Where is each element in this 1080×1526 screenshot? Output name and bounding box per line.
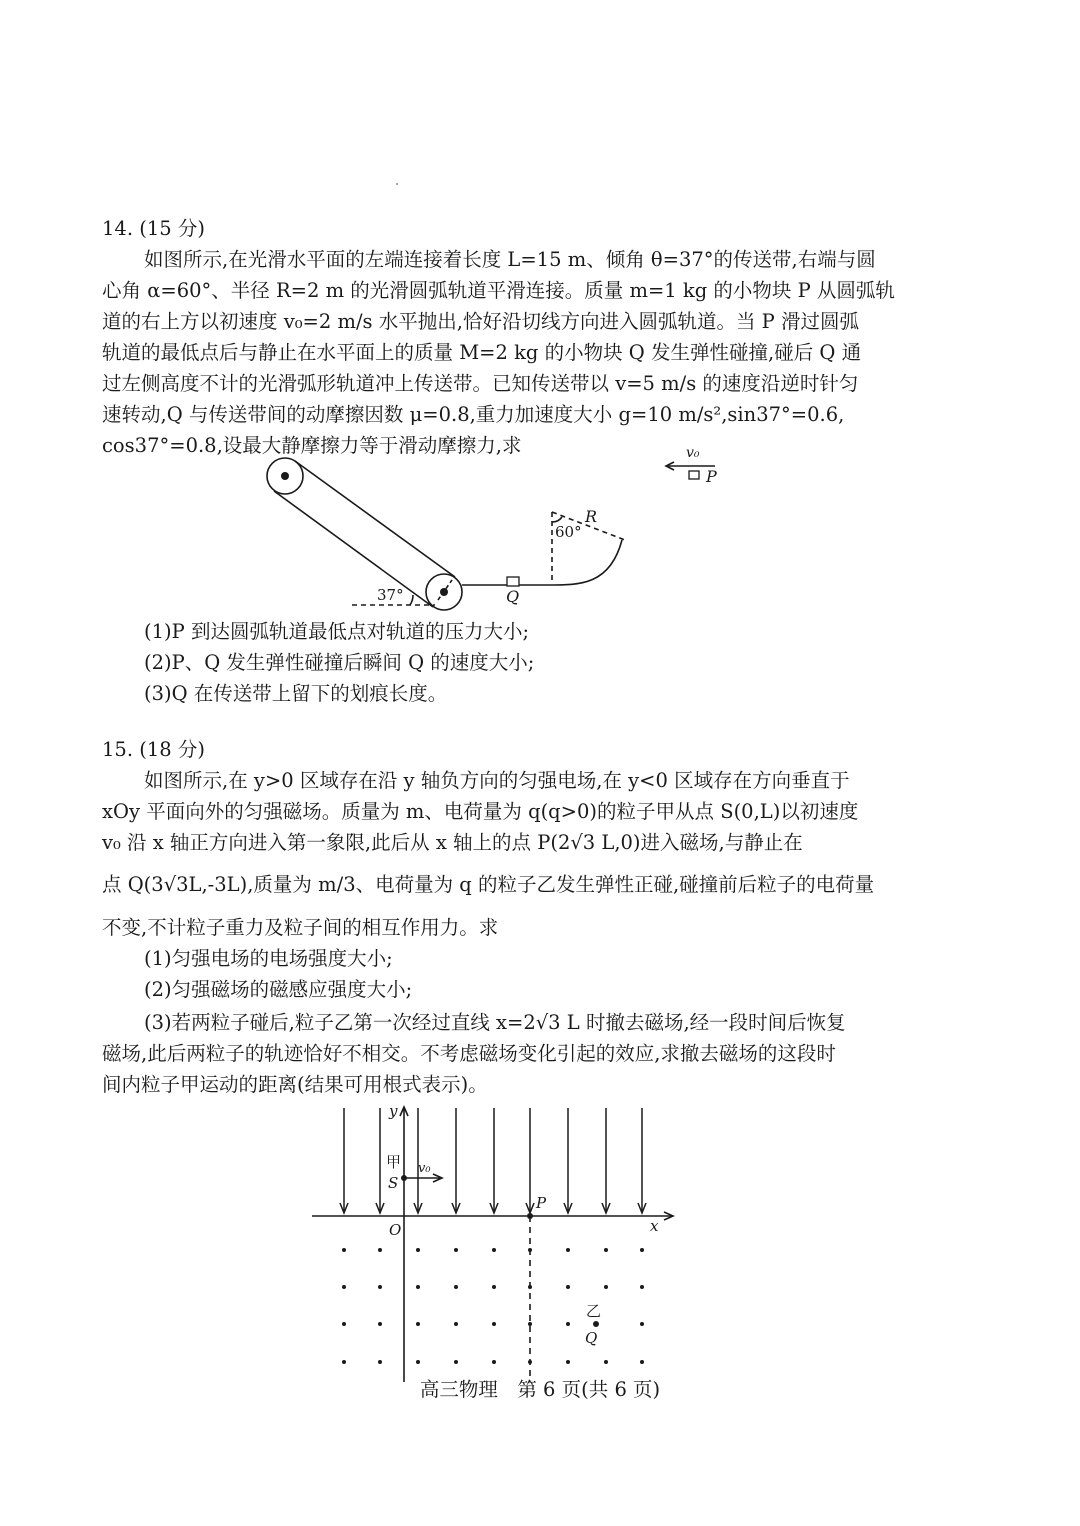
b-field-dot bbox=[454, 1360, 458, 1364]
q14-line-1: 如图所示,在光滑水平面的左端连接着长度 L=15 m、倾角 θ=37°的传送带,右端与圆 bbox=[144, 248, 876, 271]
b-field-dot bbox=[640, 1322, 644, 1326]
label-O: O bbox=[389, 1221, 402, 1239]
b-field-dot bbox=[416, 1322, 420, 1326]
b-field-dot bbox=[454, 1248, 458, 1252]
q15-question-2: (2)匀强磁场的磁感应强度大小; bbox=[144, 978, 413, 1001]
q14-line-4: 轨道的最低点后与静止在水平面上的质量 M=2 kg 的小物块 Q 发生弹性碰撞,碰后 Q 通 bbox=[102, 341, 862, 364]
block-P bbox=[689, 471, 699, 479]
label-v0: v₀ bbox=[686, 445, 700, 461]
q14-question-2: (2)P、Q 发生弹性碰撞后瞬间 Q 的速度大小; bbox=[144, 651, 535, 674]
q14-line-2: 心角 α=60°、半径 R=2 m 的光滑圆弧轨道平滑连接。质量 m=1 kg 的小物块 P 从圆弧轨 bbox=[102, 279, 895, 302]
b-field-dot bbox=[492, 1322, 496, 1326]
q15-header: 15. (18 分) bbox=[102, 738, 205, 761]
b-field-dot bbox=[454, 1322, 458, 1326]
b-field-dot bbox=[604, 1360, 608, 1364]
label-x: x bbox=[650, 1217, 659, 1235]
b-field-dot bbox=[528, 1248, 532, 1252]
b-field-dot bbox=[342, 1285, 346, 1289]
b-field-dot bbox=[566, 1360, 570, 1364]
q15-question-3-line-3: 间内粒子甲运动的距离(结果可用根式表示)。 bbox=[102, 1073, 488, 1096]
b-field-dot bbox=[492, 1285, 496, 1289]
point-S bbox=[401, 1175, 407, 1181]
b-field-dot bbox=[416, 1285, 420, 1289]
point-P bbox=[527, 1213, 533, 1219]
label-jia: 甲 bbox=[386, 1153, 402, 1171]
q14-line-6: 速转动,Q 与传送带间的动摩擦因数 μ=0.8,重力加速度大小 g=10 m/s²,sin37°=0.6, bbox=[102, 403, 845, 426]
label-Q: Q bbox=[585, 1329, 598, 1347]
q15-question-1: (1)匀强电场的电场强度大小; bbox=[144, 947, 393, 970]
b-field-dot bbox=[378, 1360, 382, 1364]
b-field-dot bbox=[378, 1285, 382, 1289]
b-field-dot bbox=[640, 1360, 644, 1364]
b-field-dot bbox=[566, 1248, 570, 1252]
b-field-dot bbox=[604, 1285, 608, 1289]
q15-line-1: 如图所示,在 y>0 区域存在沿 y 轴负方向的匀强电场,在 y<0 区域存在方向垂直于 bbox=[144, 769, 850, 792]
b-field-dot bbox=[378, 1322, 382, 1326]
b-field-dot bbox=[640, 1248, 644, 1252]
b-field-dot bbox=[528, 1322, 532, 1326]
label-P: P bbox=[706, 467, 717, 486]
q14-question-1: (1)P 到达圆弧轨道最低点对轨道的压力大小; bbox=[144, 620, 530, 643]
b-field-dot bbox=[566, 1285, 570, 1289]
b-field-dot bbox=[492, 1248, 496, 1252]
b-field-dot bbox=[566, 1322, 570, 1326]
q15-question-3-line-2: 磁场,此后两粒子的轨迹恰好不相交。不考虑磁场变化引起的效应,求撤去磁场的这段时 bbox=[102, 1042, 836, 1065]
point-Q bbox=[593, 1321, 599, 1327]
speck bbox=[396, 183, 398, 185]
q14-question-3: (3)Q 在传送带上留下的划痕长度。 bbox=[144, 682, 448, 705]
label-S: S bbox=[388, 1174, 399, 1192]
q14-line-3: 道的右上方以初速度 v₀=2 m/s 水平抛出,恰好沿切线方向进入圆弧轨道。当 P 滑过圆弧 bbox=[102, 310, 859, 333]
block-Q bbox=[507, 577, 519, 586]
b-field-dot bbox=[640, 1285, 644, 1289]
b-field-dot bbox=[416, 1248, 420, 1252]
b-field-dot bbox=[342, 1248, 346, 1252]
label-y: y bbox=[389, 1102, 398, 1120]
b-field-dot bbox=[454, 1285, 458, 1289]
label-P: P bbox=[536, 1194, 547, 1212]
q14-line-7: cos37°=0.8,设最大静摩擦力等于滑动摩擦力,求 bbox=[102, 434, 522, 457]
q15-line-2: xOy 平面向外的匀强磁场。质量为 m、电荷量为 q(q>0)的粒子甲从点 S(0,L)以初速度 bbox=[102, 800, 859, 823]
angle-37-arc bbox=[410, 595, 413, 605]
b-field-dot bbox=[528, 1360, 532, 1364]
b-field-dot bbox=[342, 1360, 346, 1364]
label-60: 60° bbox=[555, 523, 582, 541]
page-footer: 高三物理 第 6 页(共 6 页) bbox=[419, 1378, 661, 1401]
b-field-dot bbox=[416, 1360, 420, 1364]
b-field-dot bbox=[604, 1248, 608, 1252]
bottom-pulley-axle bbox=[440, 588, 448, 596]
q15-line-4: 点 Q(3√3L,-3L),质量为 m/3、电荷量为 q 的粒子乙发生弹性正碰,碰撞前后粒子的电荷量 bbox=[102, 873, 875, 896]
b-field-dot bbox=[492, 1360, 496, 1364]
q14-line-5: 过左侧高度不计的光滑弧形轨道冲上传送带。已知传送带以 v=5 m/s 的速度沿逆时针匀 bbox=[102, 372, 859, 395]
b-field-dot bbox=[528, 1285, 532, 1289]
top-pulley-axle bbox=[281, 472, 289, 480]
label-R: R bbox=[585, 507, 598, 526]
q15-figure bbox=[300, 1100, 690, 1390]
b-field-dot bbox=[342, 1322, 346, 1326]
q15-line-5: 不变,不计粒子重力及粒子间的相互作用力。求 bbox=[102, 916, 499, 939]
label-Q: Q bbox=[506, 587, 520, 606]
q14-figure bbox=[250, 440, 750, 615]
belt-upper bbox=[295, 461, 455, 577]
angle-60-arc bbox=[552, 517, 562, 522]
label-37: 37° bbox=[377, 586, 404, 604]
b-field-dot bbox=[378, 1248, 382, 1252]
label-v0: v₀ bbox=[418, 1161, 431, 1176]
q15-question-3-line-1: (3)若两粒子碰后,粒子乙第一次经过直线 x=2√3 L 时撤去磁场,经一段时间后恢复 bbox=[144, 1011, 846, 1034]
q15-line-3: v₀ 沿 x 轴正方向进入第一象限,此后从 x 轴上的点 P(2√3 L,0)进入磁场,与静止在 bbox=[102, 831, 803, 854]
track bbox=[462, 540, 622, 585]
label-yi: 乙 bbox=[586, 1302, 602, 1320]
belt-lower bbox=[274, 491, 433, 607]
q14-header: 14. (15 分) bbox=[102, 217, 205, 240]
